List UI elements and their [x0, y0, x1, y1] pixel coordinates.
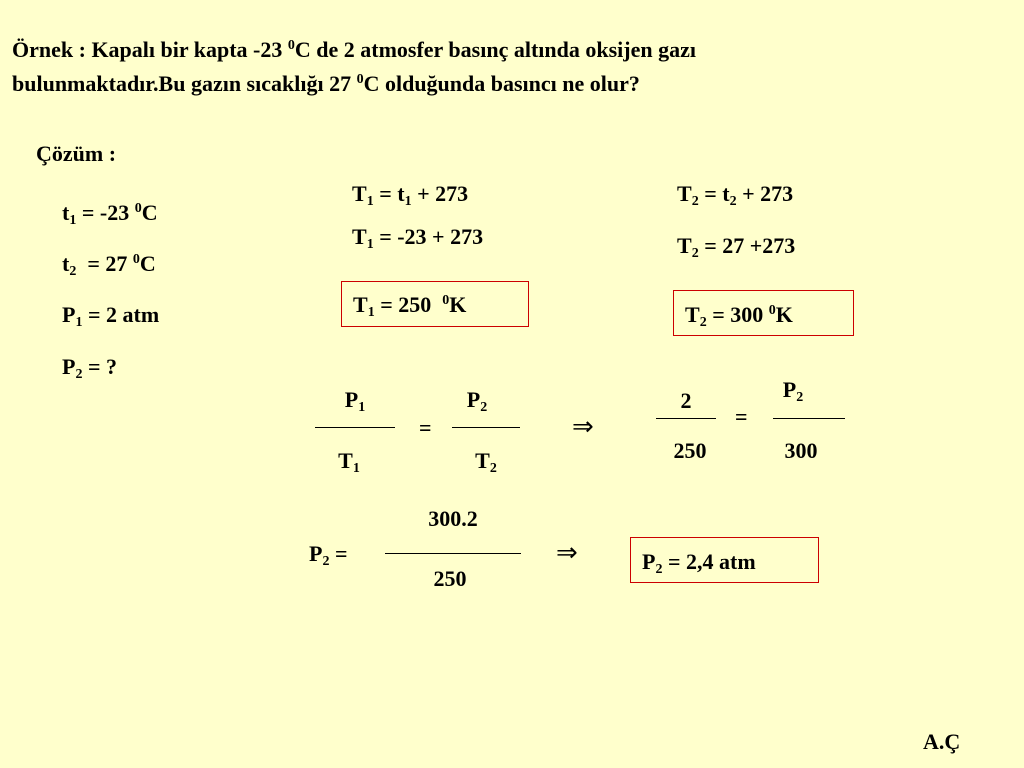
implies-arrow-icon: ⇒	[572, 412, 594, 442]
fraction-bar	[656, 418, 716, 419]
formula-p2	[437, 387, 517, 413]
subscript: 2	[69, 264, 77, 279]
degree-sup: 0	[287, 38, 295, 53]
subscript: 2	[796, 390, 804, 405]
var: T	[338, 448, 353, 473]
var: T	[353, 292, 368, 317]
t2-substitution	[677, 233, 795, 259]
unit: K	[775, 302, 793, 327]
subscript: 2	[691, 246, 699, 261]
subscript: 2	[655, 562, 663, 577]
fraction-bar	[315, 427, 395, 428]
var: P	[466, 387, 481, 412]
var: P	[309, 541, 323, 566]
value: = -23	[76, 200, 135, 225]
var: T	[475, 448, 490, 473]
value: = ?	[82, 354, 117, 379]
given-p1	[62, 302, 159, 328]
sub-den2: 300	[784, 438, 818, 463]
problem-statement	[12, 33, 1012, 101]
var: T	[677, 181, 692, 206]
t2-result-box	[673, 290, 854, 336]
t1-result	[353, 292, 466, 318]
value: = 250	[374, 292, 443, 317]
text: = -23 + 273	[373, 224, 484, 249]
value: = 27	[76, 251, 133, 276]
degree-sup: 0	[132, 252, 140, 267]
formula-t1	[309, 448, 389, 474]
given-t2	[62, 251, 156, 277]
text: =	[329, 541, 348, 566]
text: + 273	[411, 181, 469, 206]
formula-t2	[446, 448, 526, 474]
subscript: 1	[352, 461, 360, 476]
solution-label: Çözüm :	[36, 141, 117, 166]
sub-equals: =	[735, 404, 748, 429]
sub-den1: 250	[673, 438, 707, 463]
degree-sup: 0	[134, 201, 142, 216]
degree-sup: 0	[442, 293, 450, 308]
subscript: 2	[699, 315, 707, 330]
final-result-box	[630, 537, 819, 583]
subscript: 2	[691, 194, 699, 209]
subscript: 2	[489, 461, 497, 476]
var: P	[344, 387, 359, 412]
degree-sup: 0	[768, 303, 776, 318]
var: T	[352, 224, 367, 249]
var: T	[677, 233, 692, 258]
formula-equals: =	[419, 415, 432, 440]
problem-line2-rest: C olduğunda basıncı ne olur?	[363, 71, 640, 96]
fraction-bar	[773, 418, 845, 419]
var: P	[642, 549, 656, 574]
value: = 300	[706, 302, 769, 327]
unit: K	[449, 292, 467, 317]
subscript: 2	[729, 194, 737, 209]
unit: C	[141, 200, 158, 225]
text: = t	[698, 181, 730, 206]
problem-line1-rest: C de 2 atmosfer basınç altında oksijen gazı	[294, 37, 696, 62]
final-lhs	[309, 541, 348, 567]
given-p2	[62, 354, 117, 380]
subscript: 1	[404, 194, 412, 209]
final-numerator: 300.2	[428, 506, 478, 531]
fraction-bar	[385, 553, 521, 554]
subscript: 2	[322, 554, 330, 569]
subscript: 1	[366, 194, 374, 209]
final-result	[642, 549, 756, 575]
author-initials: A.Ç	[923, 729, 961, 754]
problem-line2: bulunmaktadır.Bu gazın sıcaklığı 27	[12, 71, 357, 96]
value: = 2,4 atm	[662, 549, 756, 574]
sub-num2	[763, 377, 823, 403]
subscript: 1	[366, 237, 374, 252]
var: P	[62, 354, 76, 379]
var: T	[685, 302, 700, 327]
t2-formula	[677, 181, 793, 207]
problem-line1: Örnek : Kapalı bir kapta -23	[12, 37, 288, 62]
text: = t	[373, 181, 405, 206]
subscript: 1	[75, 315, 83, 330]
final-denominator: 250	[433, 566, 467, 591]
subscript: 2	[75, 367, 83, 382]
t1-formula	[352, 181, 468, 207]
given-t1	[62, 200, 158, 226]
unit: C	[139, 251, 156, 276]
subscript: 1	[69, 213, 77, 228]
fraction-bar	[452, 427, 520, 428]
value: = 2 atm	[82, 302, 160, 327]
var: P	[62, 302, 76, 327]
sub-num1: 2	[680, 388, 692, 413]
var: P	[782, 377, 797, 402]
subscript: 1	[358, 400, 366, 415]
formula-p1	[315, 387, 395, 413]
text: + 273	[736, 181, 794, 206]
text: = 27 +273	[698, 233, 796, 258]
var: t	[62, 251, 70, 276]
var: t	[62, 200, 70, 225]
t1-substitution	[352, 224, 483, 250]
subscript: 1	[367, 305, 375, 320]
degree-sup: 0	[356, 72, 364, 87]
implies-arrow-icon: ⇒	[556, 538, 578, 568]
var: T	[352, 181, 367, 206]
subscript: 2	[480, 400, 488, 415]
t2-result	[685, 302, 793, 328]
t1-result-box	[341, 281, 529, 327]
